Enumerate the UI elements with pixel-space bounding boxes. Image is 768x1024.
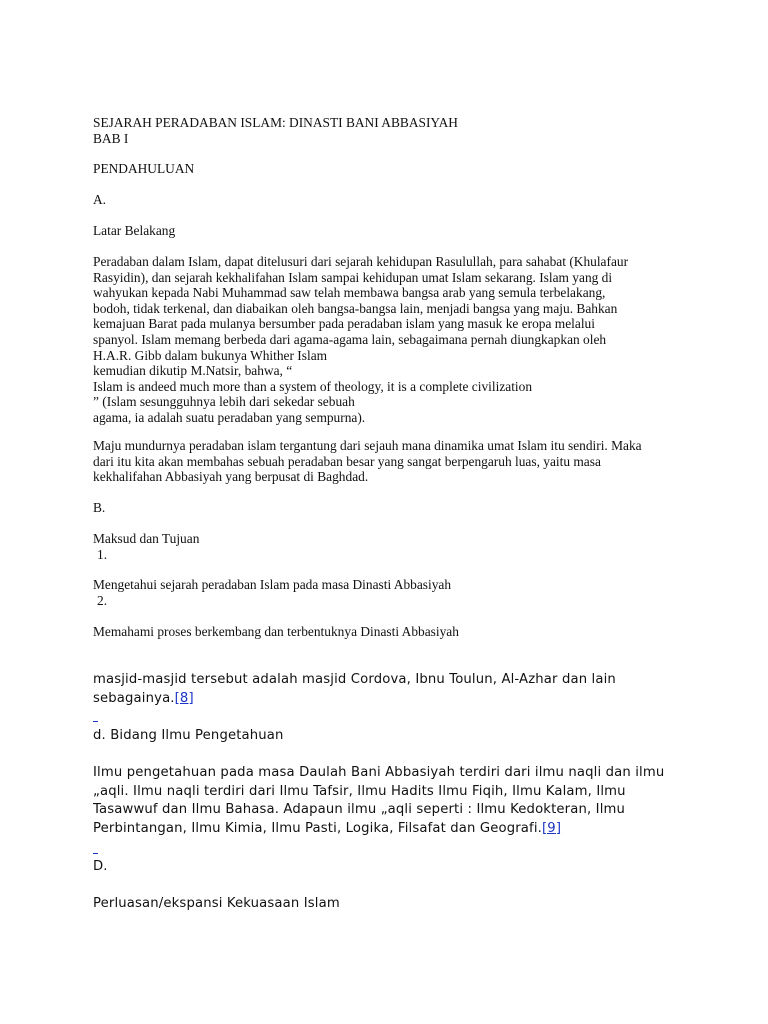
paragraph-line: masjid-masjid tersebut adalah masjid Cordova, Ibnu Toulun, Al-Azhar dan lain <box>93 672 616 687</box>
section-a-marker: A. <box>93 192 107 207</box>
paragraph-maju-mundurnya <box>93 438 673 485</box>
paragraph-line-text: sebagainya. <box>93 690 175 706</box>
paragraph-line: ” (Islam sesungguhnya lebih dari sekedar sebuah <box>93 394 355 410</box>
paragraph-line: dari itu kita akan membahas sebuah peradaban besar yang sangat berpengaruh luas, yaitu masa <box>93 453 601 469</box>
footnote-link-8[interactable]: [8] <box>174 690 194 706</box>
list-item-2-text: Memahami proses berkembang dan terbentuknya Dinasti Abbasiyah <box>93 624 459 639</box>
list-item-2-number: 2. <box>97 593 108 608</box>
subsection-title: d. Bidang Ilmu Pengetahuan <box>93 728 284 743</box>
anchor-link[interactable] <box>93 852 98 854</box>
paragraph-line <box>93 820 664 839</box>
section-a-title: Latar Belakang <box>93 223 176 238</box>
paragraph-background <box>93 254 673 426</box>
paragraph-line: wahyukan kepada Nabi Muhammad saw telah membawa bangsa arab yang semula terbelakang, <box>93 285 606 301</box>
paragraph-line: Peradaban dalam Islam, dapat ditelusuri dari sejarah kehidupan Rasulullah, para sahabat (Khulafaur <box>93 254 629 269</box>
paragraph-line: kemudian dikutip M.Natsir, bahwa, “ <box>93 363 293 379</box>
paragraph-line: „aqli. Ilmu naqli terdiri dari Ilmu Tafsir, Ilmu Hadits Ilmu Fiqih, Ilmu Kalam, Ilmu <box>93 783 626 799</box>
paragraph-line: kekhalifahan Abbasiyah yang berpusat di Baghdad. <box>93 469 369 485</box>
paragraph-ilmu <box>93 764 664 838</box>
section-b-marker: B. <box>93 500 106 515</box>
chapter-number: BAB I <box>93 131 129 146</box>
paragraph-line: Tasawwuf dan Ilmu Bahasa. Adapaun ilmu „aqli seperti : Ilmu Kedokteran, Ilmu <box>93 802 626 817</box>
paragraph-line: spanyol. Islam memang berbeda dari agama-agama lain, sebagaimana pernah diungkapkan oleh <box>93 331 607 347</box>
section-d-title: Perluasan/ekspansi Kekuasaan Islam <box>93 896 340 911</box>
paragraph-line: kemajuan Barat pada mulanya bersumber pada peradaban islam yang masuk ke eropa melalui <box>93 316 595 332</box>
paragraph-line: agama, ia adalah suatu peradaban yang sempurna). <box>93 409 366 425</box>
paragraph-line: Ilmu pengetahuan pada masa Daulah Bani Abbasiyah terdiri dari ilmu naqli dan ilmu <box>93 765 665 780</box>
paragraph-line-text: Perbintangan, Ilmu Kimia, Ilmu Pasti, Logika, Filsafat dan Geografi. <box>93 820 542 836</box>
quote-line: Islam is andeed much more than a system of theology, it is a complete civilization <box>93 378 533 394</box>
paragraph-line: bodoh, tidak terkenal, dan diabaikan oleh bangsa-bangsa lain, menjadi bangsa yang maju. Bahkan <box>93 300 618 316</box>
paragraph-line: Maju mundurnya peradaban islam tergantung dari sejauh mana dinamika umat Islam itu sendiri. Maka <box>93 438 642 453</box>
list-item-1-number: 1. <box>97 547 108 562</box>
list-item-1-text: Mengetahui sejarah peradaban Islam pada masa Dinasti Abbasiyah <box>93 577 452 592</box>
chapter-title: PENDAHULUAN <box>93 161 195 176</box>
document-title: SEJARAH PERADABAN ISLAM: DINASTI BANI ABBASIYAH <box>93 115 458 130</box>
paragraph-masjid <box>93 671 616 708</box>
paragraph-line <box>93 690 616 709</box>
anchor-link[interactable] <box>93 720 98 722</box>
section-b-title: Maksud dan Tujuan <box>93 531 200 546</box>
paragraph-line: Rasyidin), dan sejarah kekhalifahan Islam sampai kehidupan umat Islam sekarang. Islam yang di <box>93 269 613 285</box>
section-d-marker: D. <box>93 859 108 874</box>
footnote-link-9[interactable]: [9] <box>541 820 562 836</box>
paragraph-line: H.A.R. Gibb dalam bukunya Whither Islam <box>93 347 328 363</box>
